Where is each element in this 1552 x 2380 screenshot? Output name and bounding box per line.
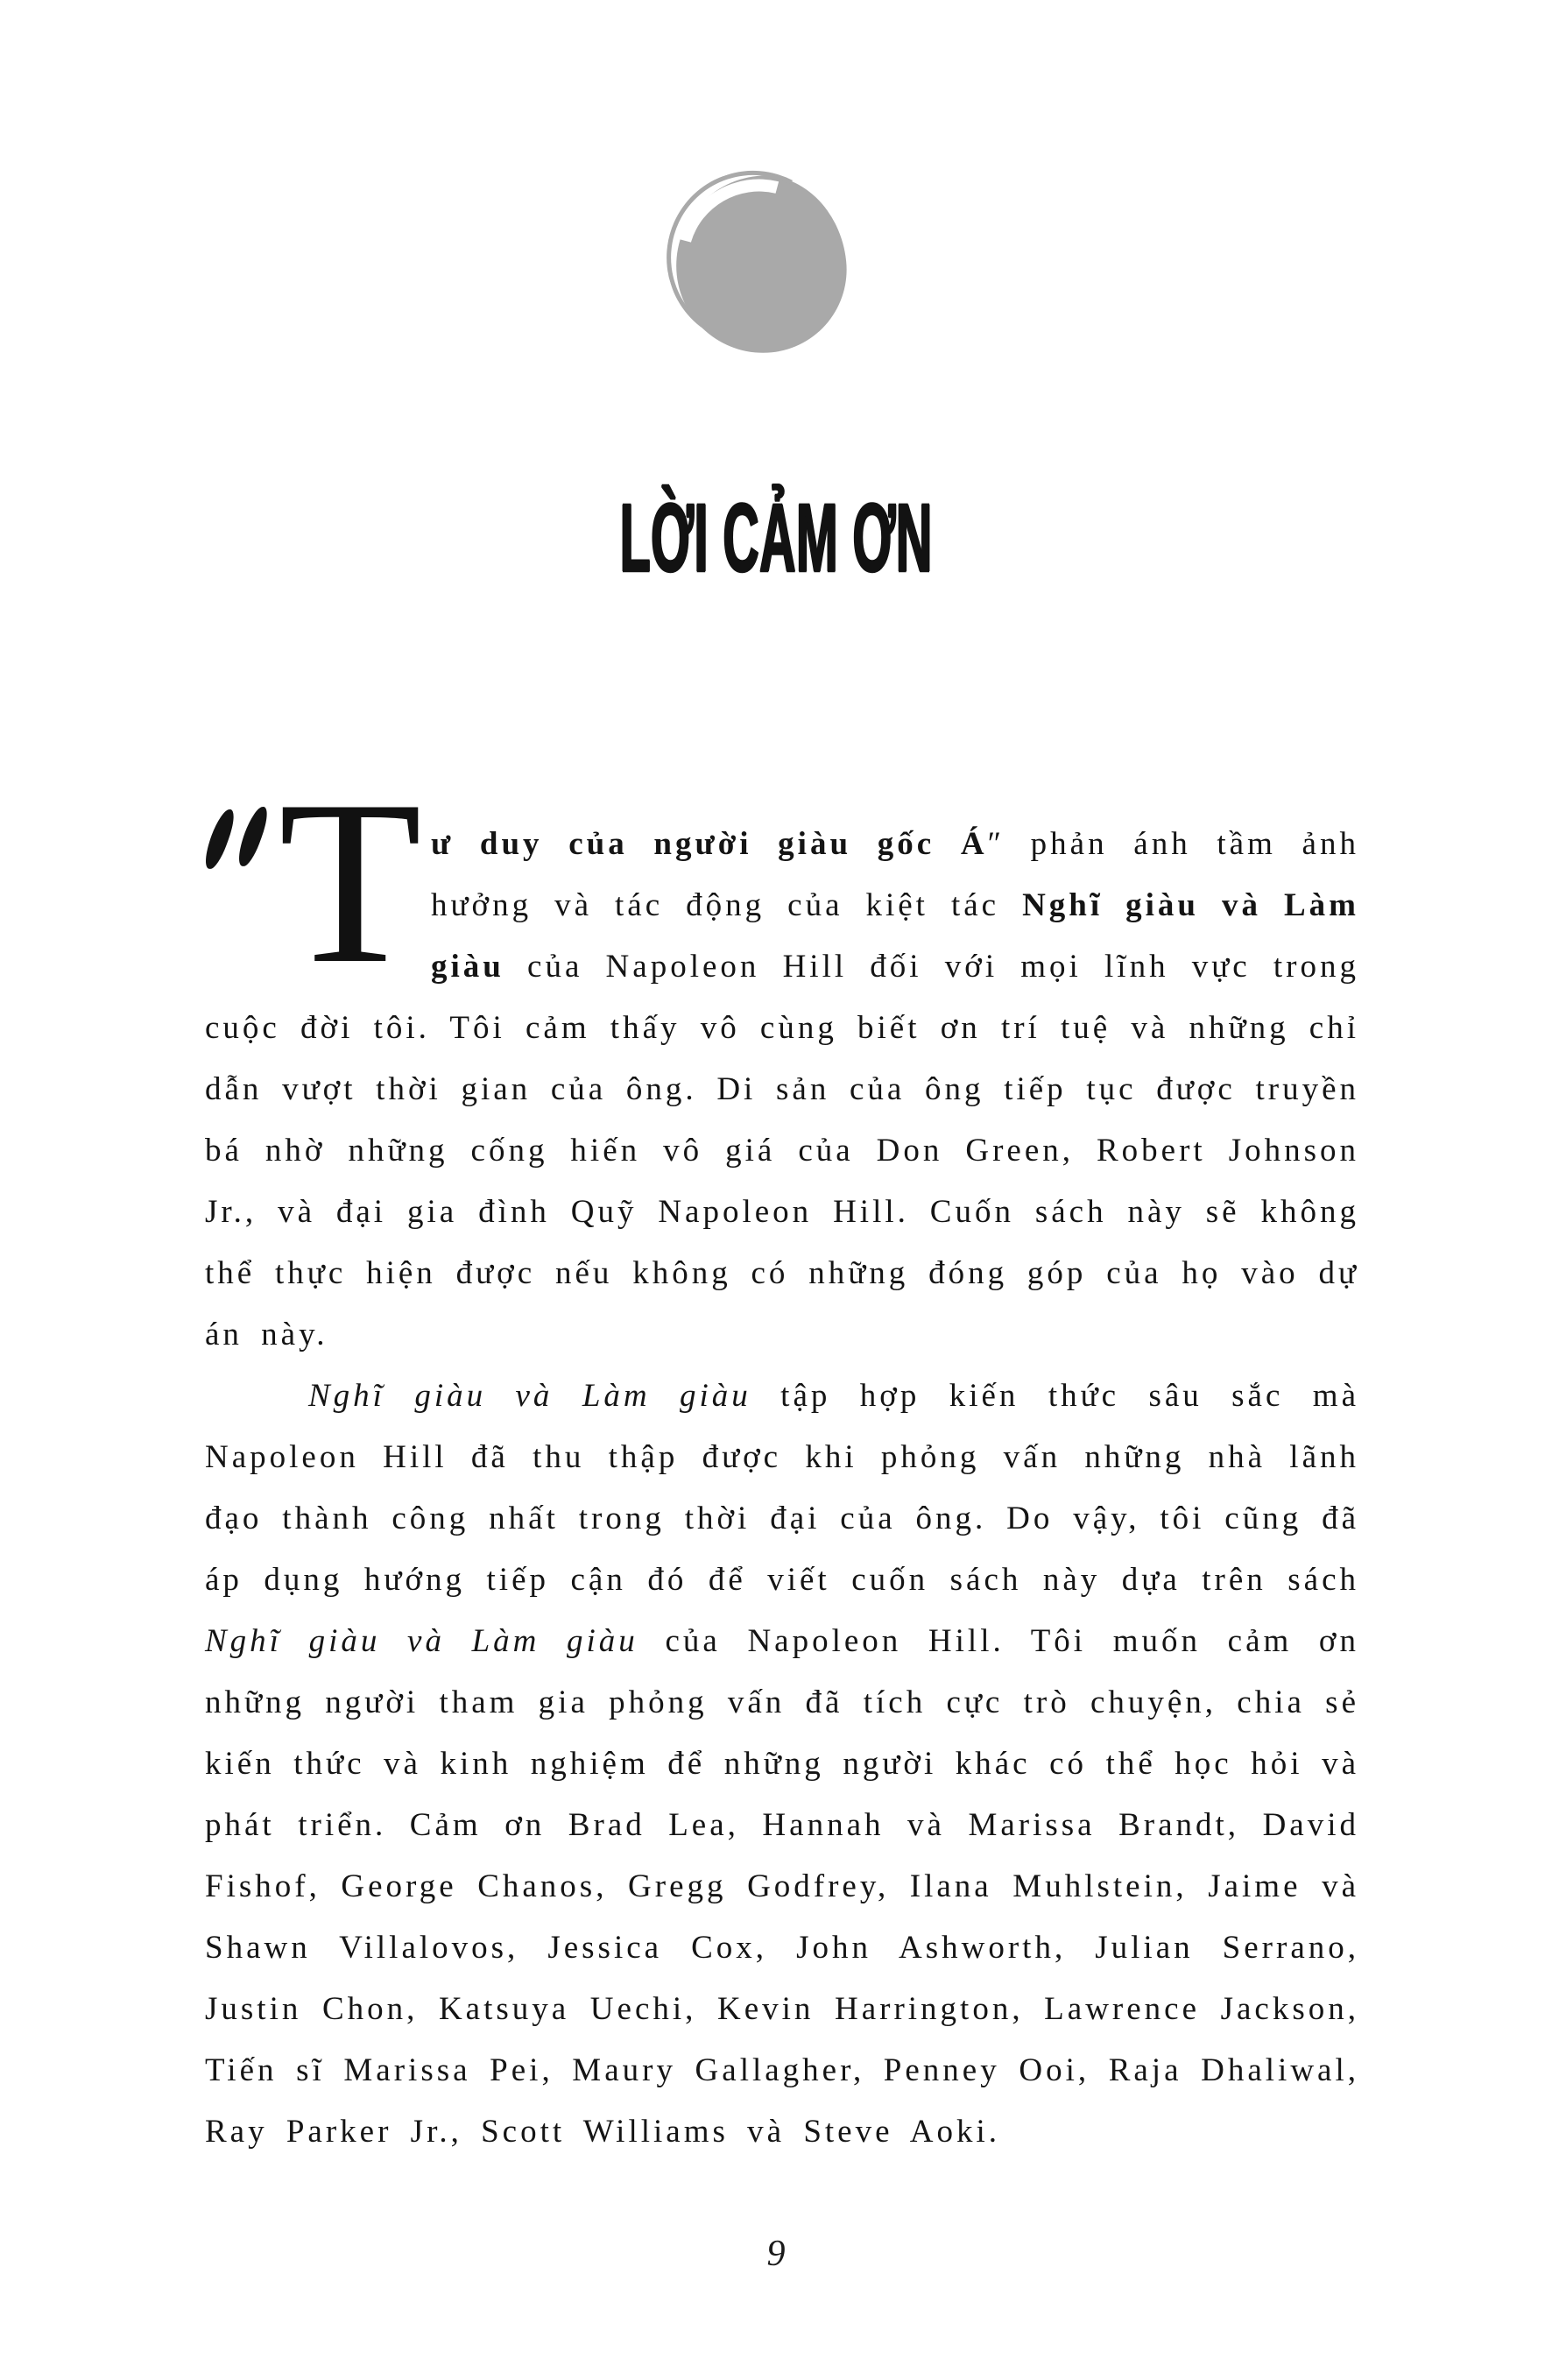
text-run: tập hợp kiến thức sâu sắc mà Napoleon Hill đã thu thập được khi phỏng vấn những nhà lãnh đạo thành công nhất trong thời đại của ông. Do vậy, tôi cũng đã áp dụng hướng tiếp cận đó để viết cuốn sách này dựa trên sách — [205, 1378, 1359, 1598]
text-run: Nghĩ giàu và Làm giàu — [205, 1623, 638, 1659]
text-run: ″ phản ánh tầm ảnh hưởng và tác động của kiệt tác — [431, 826, 1359, 923]
body-text — [205, 752, 1359, 2163]
text-run: Nghĩ giàu và Làm giàu — [308, 1378, 751, 1414]
page-title — [0, 484, 1552, 592]
paragraph-2 — [205, 1366, 1359, 2163]
opening-quote-icon — [232, 807, 272, 867]
text-run: của Napoleon Hill đối với mọi lĩnh vực trong cuộc đời tôi. Tôi cảm thấy vô cùng biết ơn trí tuệ và những chỉ dẫn vượt thời gian của ông. Di sản của ông tiếp tục được truyền bá nhờ những cống hiến vô giá của Don Green, Robert Johnson Jr., và đại gia đình Quỹ Napoleon Hill. Cuốn sách này sẽ không thể thực hiện được nếu không có những đóng góp của họ vào dự án này. — [205, 949, 1359, 1352]
paragraph-2-text — [205, 1378, 1359, 2150]
text-run: Nghĩ giàu và Làm giàu — [431, 887, 1359, 985]
text-run: của Napoleon Hill. Tôi muốn cảm ơn những người tham gia phỏng vấn đã tích cực trò chuyện, chia sẻ kiến thức và kinh nghiệm để những người khác có thể học hỏi và phát triển. Cảm ơn Brad Lea, Hannah và Marissa Brandt, David Fishof, George Chanos, Gregg Godfrey, Ilana Muhlstein, Jaime và Shawn Villalovos, Jessica Cox, John Ashworth, Julian Serrano, Justin Chon, Katsuya Uechi, Kevin Harrington, Lawrence Jackson, Tiến sĩ Marissa Pei, Maury Gallagher, Penney Ooi, Raja Dhaliwal, Ray Parker Jr., Scott Williams và Steve Aoki. — [205, 1623, 1359, 2150]
paragraph-1 — [205, 752, 1359, 1366]
text-run: ư duy của người giàu gốc Á — [431, 826, 988, 862]
brush-circle-decoration — [667, 167, 855, 361]
opening-quote-icon — [199, 809, 239, 870]
page-title-text: LỜI CẢM ƠN — [619, 484, 933, 592]
page-number: 9 — [766, 2234, 786, 2274]
drop-cap-letter: T — [279, 752, 422, 1012]
drop-cap-group — [205, 752, 431, 1012]
